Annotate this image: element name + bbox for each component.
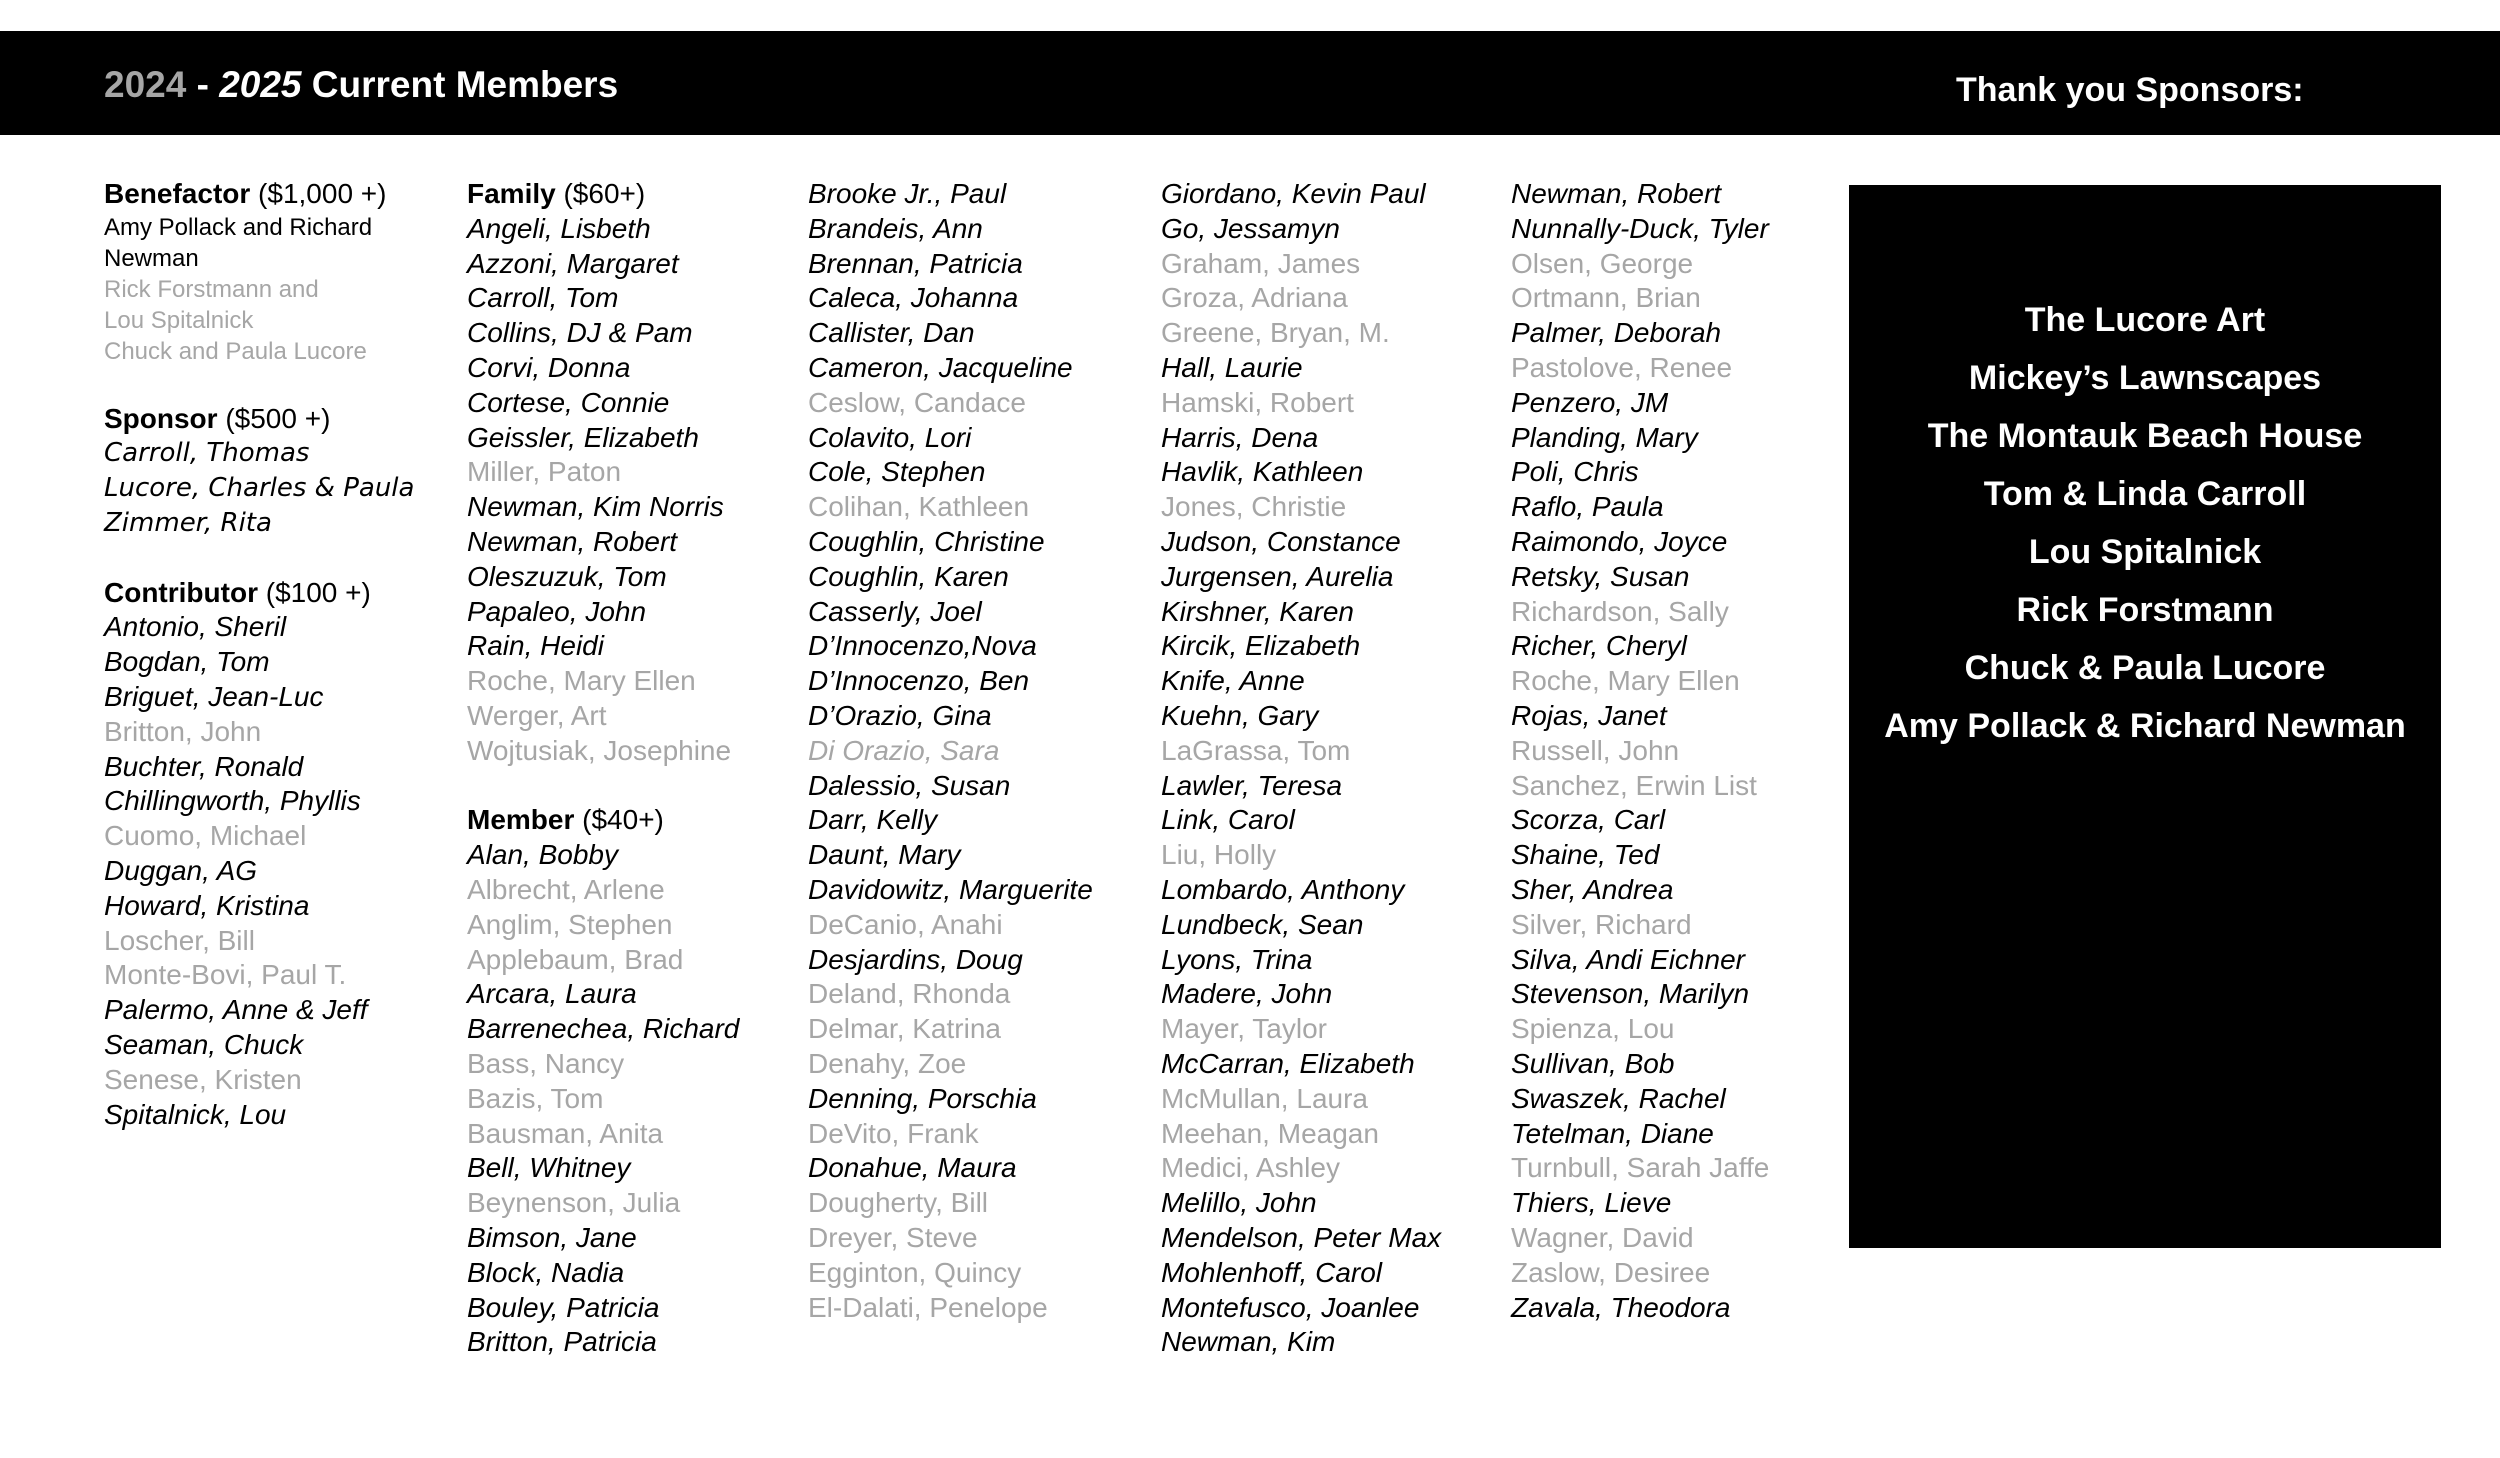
year-start: 2024	[104, 64, 187, 105]
member-name: Bausman, Anita	[467, 1117, 664, 1149]
family-group	[467, 177, 807, 769]
member-name: Jones, Christie	[1161, 491, 1347, 523]
member-name: Olsen, George	[1511, 247, 1694, 279]
member-group	[467, 803, 807, 1360]
sponsor-name: Mickey’s Lawnscapes	[1968, 359, 2322, 397]
member-name: Bouley, Patricia	[467, 1291, 660, 1323]
member-name: Colihan, Kathleen	[808, 491, 1030, 523]
member-name: Britton, John	[104, 715, 262, 747]
member-name: Thiers, Lieve	[1511, 1187, 1672, 1219]
member-name: Block, Nadia	[467, 1256, 625, 1288]
member-name: Newman, Kim	[1161, 1326, 1336, 1358]
member-name: Roche, Mary Ellen	[467, 665, 696, 697]
member-name: Lawler, Teresa	[1161, 769, 1343, 801]
member-amount: ($40+)	[574, 804, 664, 836]
member-name: Darr, Kelly	[808, 804, 938, 836]
member-name: Stevenson, Marilyn	[1511, 978, 1750, 1010]
member-name: Carroll, Tom	[467, 282, 619, 314]
member-name: Arcara, Laura	[467, 978, 637, 1010]
member-name: Egginton, Quincy	[808, 1256, 1022, 1288]
member-name: Denning, Porschia	[808, 1082, 1037, 1114]
member-name: Ceslow, Candace	[808, 386, 1026, 418]
member-name: Buchter, Ronald	[104, 750, 304, 782]
member-name: Richardson, Sally	[1511, 595, 1729, 627]
member-name: Howard, Kristina	[104, 889, 310, 921]
member-name: Corvi, Donna	[467, 351, 631, 383]
member-name: Denahy, Zoe	[808, 1047, 967, 1079]
member-name: Donahue, Maura	[808, 1152, 1017, 1184]
member-name: Newman, Robert	[467, 525, 678, 557]
member-name: D’Innocenzo, Ben	[808, 665, 1030, 697]
member-name: Bogdan, Tom	[104, 646, 270, 678]
sponsor-name: Rick Forstmann	[2016, 591, 2274, 629]
member-name: Wagner, David	[1511, 1221, 1694, 1253]
member-name: Cuomo, Michael	[104, 820, 307, 852]
member-name: Ortmann, Brian	[1511, 282, 1701, 314]
member-name: Cameron, Jacqueline	[808, 351, 1073, 383]
member-name: Davidowitz, Marguerite	[808, 873, 1093, 905]
member-name: Newman, Kim Norris	[467, 491, 724, 523]
member-name: Roche, Mary Ellen	[1511, 665, 1740, 697]
member-name: Seaman, Chuck	[104, 1028, 304, 1060]
member-name: Amy Pollack and Richard	[104, 213, 373, 241]
member-name: Britton, Patricia	[467, 1326, 657, 1358]
member-name: Spitalnick, Lou	[104, 1098, 287, 1130]
member-name: Silva, Andi Eichner	[1511, 943, 1745, 975]
member-name: Rain, Heidi	[467, 630, 604, 662]
member-column-5	[1511, 177, 1851, 1325]
member-name: Russell, John	[1511, 734, 1680, 766]
member-name: Wojtusiak, Josephine	[467, 734, 732, 766]
member-name: Lundbeck, Sean	[1161, 908, 1364, 940]
member-name: Daunt, Mary	[808, 839, 961, 871]
member-name: D’Innocenzo,Nova	[808, 630, 1037, 662]
member-name: Newman, Robert	[1511, 178, 1722, 209]
member-name: Pastolove, Renee	[1511, 351, 1733, 383]
member-name: Spienza, Lou	[1511, 1013, 1675, 1045]
member-name: Bazis, Tom	[467, 1082, 604, 1114]
member-name: Senese, Kristen	[104, 1063, 302, 1095]
member-name: Tetelman, Diane	[1511, 1117, 1714, 1149]
member-name: Geissler, Elizabeth	[467, 421, 699, 453]
member-name: Harris, Dena	[1161, 421, 1319, 453]
member-name: Zavala, Theodora	[1511, 1291, 1731, 1323]
member-name: Chillingworth, Phyllis	[104, 785, 361, 817]
member-name: Kircik, Elizabeth	[1161, 630, 1361, 662]
member-name: LaGrassa, Tom	[1161, 734, 1351, 766]
member-name: Mendelson, Peter Max	[1161, 1221, 1442, 1253]
contributor-title: Contributor	[104, 576, 258, 608]
member-name: McMullan, Laura	[1161, 1082, 1368, 1114]
member-name: Kuehn, Gary	[1161, 699, 1319, 731]
member-name: Colavito, Lori	[808, 421, 972, 453]
member-name: Cortese, Connie	[467, 386, 670, 418]
contributor-heading	[104, 576, 444, 611]
member-name: Raflo, Paula	[1511, 491, 1664, 523]
title-suffix: Current Members	[301, 64, 619, 105]
member-name: Coughlin, Christine	[808, 525, 1045, 557]
sponsor-name: Chuck & Paula Lucore	[1964, 649, 2326, 687]
member-name: D’Orazio, Gina	[808, 699, 992, 731]
member-name: Alan, Bobby	[467, 839, 618, 871]
member-name: Caleca, Johanna	[808, 282, 1019, 314]
member-title: Member	[467, 804, 575, 836]
member-name: Zaslow, Desiree	[1511, 1256, 1711, 1288]
member-name: Madere, John	[1161, 978, 1333, 1010]
member-name: Callister, Dan	[808, 317, 975, 349]
member-name: Graham, James	[1161, 247, 1361, 279]
sponsor-list	[1849, 291, 2441, 755]
member-name: Zimmer, Rita	[104, 507, 272, 538]
member-name: Knife, Anne	[1161, 665, 1305, 697]
member-name: Bell, Whitney	[467, 1152, 631, 1184]
year-separator: -	[186, 64, 220, 105]
member-name: Shaine, Ted	[1511, 839, 1660, 871]
member-name: Giordano, Kevin Paul	[1161, 178, 1426, 209]
member-name: Antonio, Sheril	[104, 611, 287, 643]
member-name: Azzoni, Margaret	[467, 247, 679, 279]
family-list	[467, 212, 807, 769]
member-name: Carroll, Thomas	[104, 438, 310, 469]
member-name: Brennan, Patricia	[808, 247, 1023, 279]
member-list	[467, 838, 807, 1360]
member-name: Hamski, Robert	[1161, 386, 1354, 418]
year-end: 2025	[219, 64, 302, 105]
member-name: Liu, Holly	[1161, 839, 1277, 871]
member-name: Havlik, Kathleen	[1161, 456, 1364, 488]
member-name: El-Dalati, Penelope	[808, 1291, 1048, 1323]
member-name: Melillo, John	[1161, 1187, 1317, 1219]
contributor-list	[104, 610, 444, 1132]
member-name: Deland, Rhonda	[808, 978, 1011, 1010]
member-name: Link, Carol	[1161, 804, 1295, 836]
member-column-1	[104, 177, 444, 1167]
member-name: Coughlin, Karen	[808, 560, 1009, 592]
member-name: Go, Jessamyn	[1161, 212, 1340, 244]
sponsor-tier-title: Sponsor	[104, 402, 218, 434]
member-name: Scorza, Carl	[1511, 804, 1666, 836]
member-name: Sullivan, Bob	[1511, 1047, 1675, 1079]
member-name: Turnbull, Sarah Jaffe	[1511, 1152, 1770, 1184]
sponsor-tier-group	[104, 402, 444, 541]
member-column-3	[808, 177, 1148, 1325]
benefactor-title: Benefactor	[104, 178, 251, 209]
sponsor-name: The Lucore Art	[2024, 301, 2266, 339]
sponsor-name: Amy Pollack & Richard Newman	[1884, 707, 2406, 745]
member-column-2	[467, 177, 807, 1395]
member-name: Mohlenhoff, Carol	[1161, 1256, 1383, 1288]
family-amount: ($60+)	[555, 178, 646, 209]
member-name: Angeli, Lisbeth	[467, 212, 651, 244]
member-name: Loscher, Bill	[104, 924, 255, 956]
member-name: Silver, Richard	[1511, 908, 1692, 940]
member-name: Rick Forstmann and	[104, 275, 319, 303]
member-name: Dougherty, Bill	[808, 1187, 989, 1219]
member-column-4	[1161, 177, 1501, 1360]
member-name: Montefusco, Joanlee	[1161, 1291, 1420, 1323]
member-name: Collins, DJ & Pam	[467, 317, 693, 349]
member-name: Di Orazio, Sara	[808, 734, 1000, 766]
member-name: Desjardins, Doug	[808, 943, 1023, 975]
member-name: Sanchez, Erwin List	[1511, 769, 1757, 801]
member-name: Newman	[104, 244, 199, 272]
member-name: Sher, Andrea	[1511, 873, 1674, 905]
member-name: Judson, Constance	[1161, 525, 1401, 557]
member-name: Jurgensen, Aurelia	[1161, 560, 1394, 592]
member-name: Dreyer, Steve	[808, 1221, 978, 1253]
member-name: Groza, Adriana	[1161, 282, 1348, 314]
member-name: Delmar, Katrina	[808, 1013, 1001, 1045]
member-name: Duggan, AG	[104, 854, 258, 886]
sponsor-name: Tom & Linda Carroll	[1983, 475, 2307, 513]
family-heading	[467, 177, 807, 212]
member-name: Richer, Cheryl	[1511, 630, 1687, 662]
member-name: Lucore, Charles & Paula	[104, 473, 415, 504]
column-3-list	[808, 177, 1148, 1325]
member-name: Miller, Paton	[467, 456, 622, 488]
contributor-group	[104, 576, 444, 1133]
benefactor-amount: ($1,000 +)	[250, 178, 387, 209]
member-name: Greene, Bryan, M.	[1161, 317, 1390, 349]
member-name: DeCanio, Anahi	[808, 908, 1003, 940]
sponsors-heading: Thank you Sponsors:	[1956, 71, 2304, 109]
member-name: Chuck and Paula Lucore	[104, 337, 367, 365]
member-name: Lombardo, Anthony	[1161, 873, 1405, 905]
member-name: Brooke Jr., Paul	[808, 178, 1007, 209]
member-name: Barrenechea, Richard	[467, 1013, 740, 1045]
member-name: Rojas, Janet	[1511, 699, 1667, 731]
member-name: Mayer, Taylor	[1161, 1013, 1327, 1045]
member-name: Palmer, Deborah	[1511, 317, 1722, 349]
member-name: Werger, Art	[467, 699, 607, 731]
member-name: Poli, Chris	[1511, 456, 1639, 488]
member-name: Papaleo, John	[467, 595, 647, 627]
member-name: Brandeis, Ann	[808, 212, 983, 244]
member-name: Monte-Bovi, Paul T.	[104, 959, 347, 991]
member-name: Penzero, JM	[1511, 386, 1669, 418]
member-name: McCarran, Elizabeth	[1161, 1047, 1415, 1079]
member-name: Casserly, Joel	[808, 595, 982, 627]
benefactor-heading	[104, 177, 444, 212]
sponsor-tier-heading	[104, 402, 444, 437]
column-5-list	[1511, 177, 1851, 1325]
sponsor-panel	[1849, 185, 2441, 1248]
member-name: Lou Spitalnick	[104, 306, 254, 334]
family-title: Family	[467, 178, 556, 209]
member-heading	[467, 803, 807, 838]
column-4-list	[1161, 177, 1501, 1360]
sponsor-name: Lou Spitalnick	[2028, 533, 2262, 571]
member-name: Oleszuzuk, Tom	[467, 560, 667, 592]
benefactor-list	[104, 212, 444, 367]
sponsor-name: The Montauk Beach House	[1927, 417, 2363, 455]
member-name: Retsky, Susan	[1511, 560, 1690, 592]
benefactor-group	[104, 177, 444, 367]
member-name: Anglim, Stephen	[467, 908, 673, 940]
member-name: Bass, Nancy	[467, 1047, 625, 1079]
member-name: Raimondo, Joyce	[1511, 525, 1728, 557]
member-name: Briguet, Jean-Luc	[104, 680, 324, 712]
member-name: Albrecht, Arlene	[467, 873, 665, 905]
member-name: Nunnally-Duck, Tyler	[1511, 212, 1769, 244]
member-name: DeVito, Frank	[808, 1117, 979, 1149]
member-name: Meehan, Meagan	[1161, 1117, 1379, 1149]
page-title	[104, 66, 618, 103]
contributor-amount: ($100 +)	[257, 576, 371, 608]
sponsor-tier-amount: ($500 +)	[217, 402, 331, 434]
member-name: Beynenson, Julia	[467, 1187, 681, 1219]
member-name: Hall, Laurie	[1161, 351, 1303, 383]
member-name: Cole, Stephen	[808, 456, 986, 488]
member-name: Palermo, Anne & Jeff	[104, 994, 368, 1026]
member-name: Planding, Mary	[1511, 421, 1698, 453]
member-name: Swaszek, Rachel	[1511, 1082, 1726, 1114]
member-name: Kirshner, Karen	[1161, 595, 1354, 627]
member-name: Lyons, Trina	[1161, 943, 1313, 975]
member-name: Bimson, Jane	[467, 1221, 637, 1253]
member-name: Dalessio, Susan	[808, 769, 1011, 801]
member-name: Applebaum, Brad	[467, 943, 684, 975]
member-name: Medici, Ashley	[1161, 1152, 1340, 1184]
